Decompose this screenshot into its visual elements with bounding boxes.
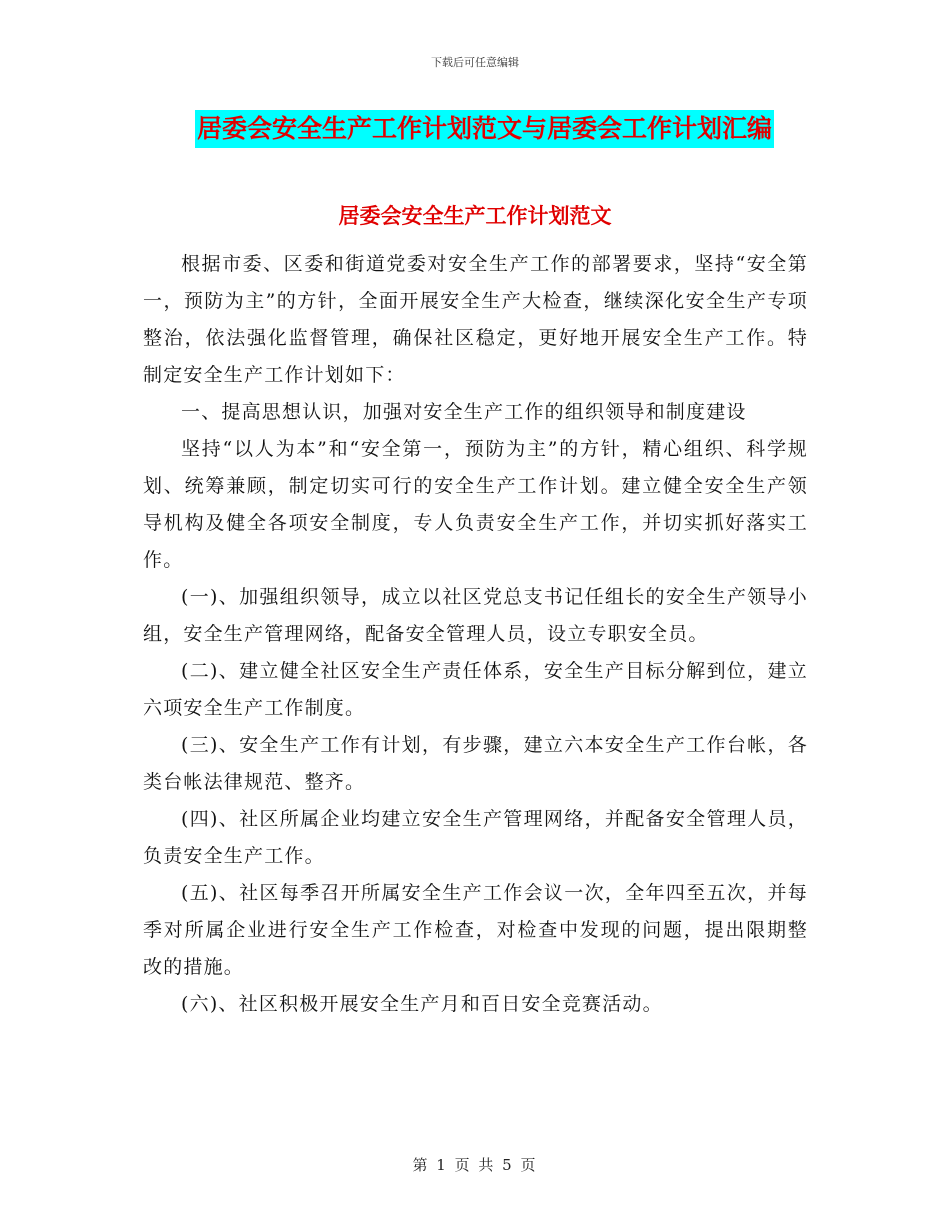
document-main-title: 居委会安全生产工作计划范文与居委会工作计划汇编 [195, 110, 774, 148]
section-title: 居委会安全生产工作计划范文 [338, 204, 612, 228]
paragraph-intro: 根据市委、区委和街道党委对安全生产工作的部署要求，坚持“安全第一，预防为主”的方针，全面开展安全生产大检查，继续深化安全生产专项整治，依法强化监督管理，确保社区稳定，更好地开展安全生产工作。特制定安全生产工作计划如下： [143, 253, 808, 386]
paragraph-principle: 坚持“以人为本”和“安全第一，预防为主”的方针，精心组织、科学规划、统筹兼顾，制定切实可行的安全生产工作计划。建立健全安全生产领导机构及健全各项安全制度，专人负责安全生产工作，并切实抓好落实工作。 [143, 438, 808, 571]
page-number: 第 1 页 共 5 页 [412, 1156, 538, 1174]
document-body [143, 246, 808, 1023]
paragraph-item-5: (五)、社区每季召开所属安全生产工作会议一次，全年四至五次，并每季对所属企业进行安全生产工作检查，对检查中发现的问题，提出限期整改的措施。 [143, 882, 808, 978]
paragraph-heading-1: 一、提高思想认识，加强对安全生产工作的组织领导和制度建设 [181, 401, 747, 423]
paragraph-item-1: (一)、加强组织领导，成立以社区党总支书记任组长的安全生产领导小组，安全生产管理网络，配备安全管理人员，设立专职安全员。 [143, 586, 808, 645]
paragraph-item-2: (二)、建立健全社区安全生产责任体系，安全生产目标分解到位，建立六项安全生产工作制度。 [143, 660, 808, 719]
paragraph-item-3: (三)、安全生产工作有计划，有步骤，建立六本安全生产工作台帐，各类台帐法律规范、整齐。 [143, 734, 808, 793]
paragraph-item-6: (六)、社区积极开展安全生产月和百日安全竞赛活动。 [181, 993, 663, 1015]
header-note: 下载后可任意编辑 [431, 56, 519, 69]
paragraph-item-4: (四)、社区所属企业均建立安全生产管理网络，并配备安全管理人员，负责安全生产工作。 [143, 808, 808, 867]
